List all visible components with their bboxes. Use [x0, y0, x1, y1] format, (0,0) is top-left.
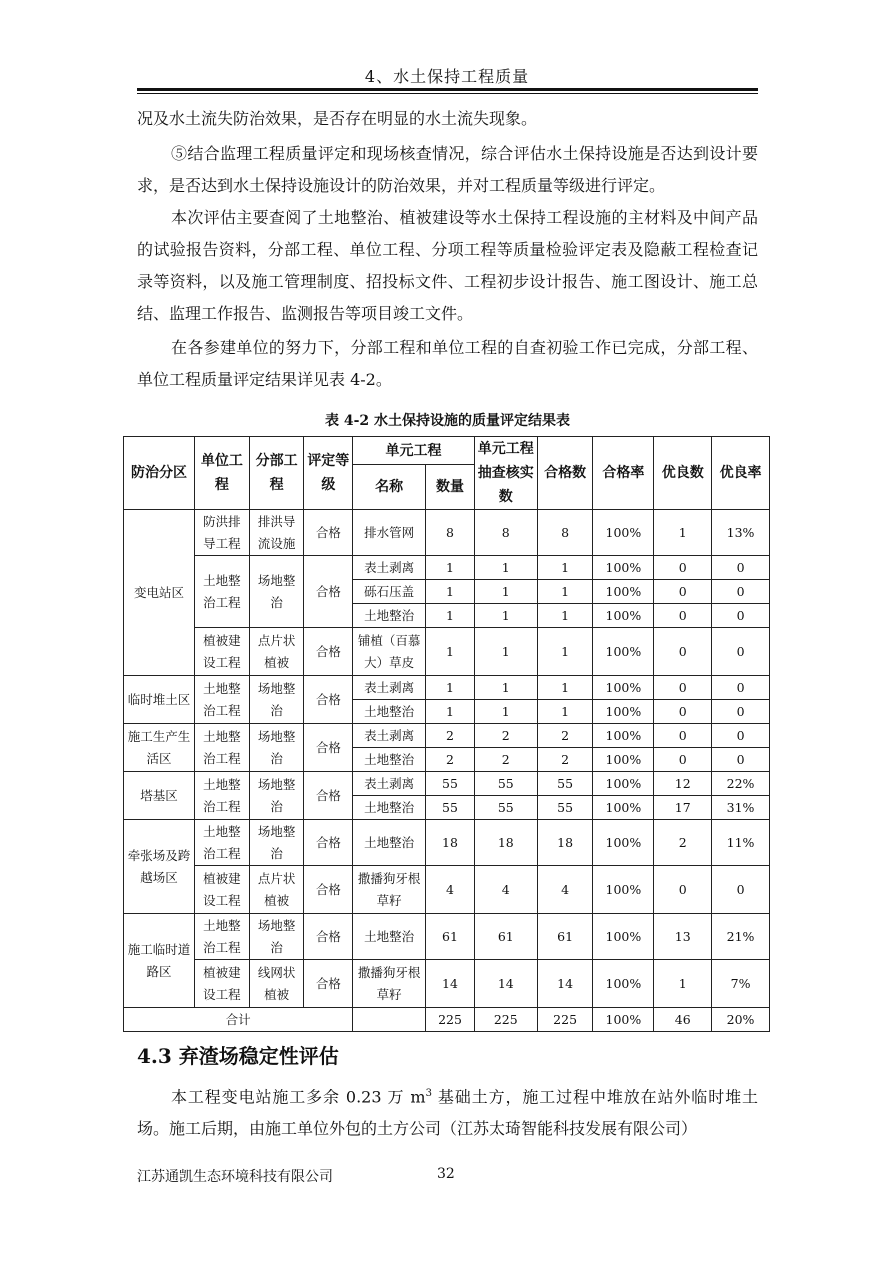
- part-cell: 排洪导流设施: [249, 510, 304, 556]
- total-excellent: 46: [654, 1008, 712, 1032]
- count-cell: 18: [426, 820, 475, 866]
- zone-cell: 施工生产生活区: [124, 724, 195, 772]
- grade-cell: 合格: [304, 960, 353, 1008]
- excellent-cell: 0: [654, 628, 712, 676]
- excellent-rate-cell: 0: [712, 700, 770, 724]
- part-cell: 场地整治: [249, 676, 304, 724]
- excellent-cell: 0: [654, 580, 712, 604]
- unit-cell: 土地整治工程: [194, 724, 249, 772]
- count-cell: 1: [426, 556, 475, 580]
- grade-cell: 合格: [304, 820, 353, 866]
- excellent-rate-cell: 13%: [712, 510, 770, 556]
- rate-cell: 100%: [593, 914, 654, 960]
- zone-cell: 变电站区: [124, 510, 195, 676]
- excellent-cell: 1: [654, 960, 712, 1008]
- excellent-cell: 0: [654, 866, 712, 914]
- paragraph-4: 在各参建单位的努力下，分部工程和单位工程的自查初验工作已完成，分部工程、单位工程质量评定结果详见表 4-2。: [137, 338, 758, 389]
- rate-cell: 100%: [593, 628, 654, 676]
- unit-cell: 土地整治工程: [194, 676, 249, 724]
- pass-cell: 14: [537, 960, 593, 1008]
- name-cell: 土地整治: [353, 604, 426, 628]
- table-row: [124, 724, 770, 748]
- name-cell: 土地整治: [353, 914, 426, 960]
- checked-cell: 1: [474, 676, 537, 700]
- pass-cell: 1: [537, 628, 593, 676]
- count-cell: 2: [426, 748, 475, 772]
- checked-cell: 1: [474, 700, 537, 724]
- section-heading: 4.3 弃渣场稳定性评估: [137, 1044, 339, 1068]
- total-pass: 225: [537, 1008, 593, 1032]
- excellent-cell: 2: [654, 820, 712, 866]
- excellent-cell: 0: [654, 604, 712, 628]
- part-cell: 场地整治: [249, 914, 304, 960]
- table-row: [124, 556, 770, 580]
- excellent-rate-cell: 0: [712, 676, 770, 700]
- part-cell: 场地整治: [249, 556, 304, 628]
- table-row: [124, 772, 770, 796]
- header-name: 名称: [353, 465, 426, 510]
- name-cell: 表土剥离: [353, 556, 426, 580]
- count-cell: 1: [426, 604, 475, 628]
- pass-cell: 1: [537, 604, 593, 628]
- excellent-cell: 1: [654, 510, 712, 556]
- count-cell: 8: [426, 510, 475, 556]
- header-cell-group: 单元工程: [353, 437, 475, 465]
- excellent-rate-cell: 21%: [712, 914, 770, 960]
- excellent-cell: 12: [654, 772, 712, 796]
- unit-cell: 植被建设工程: [194, 960, 249, 1008]
- part-cell: 场地整治: [249, 772, 304, 820]
- zone-cell: 塔基区: [124, 772, 195, 820]
- grade-cell: 合格: [304, 628, 353, 676]
- checked-cell: 61: [474, 914, 537, 960]
- name-cell: 砾石压盖: [353, 580, 426, 604]
- rate-cell: 100%: [593, 796, 654, 820]
- header-rule-thin: [137, 93, 758, 94]
- name-cell: 铺植（百慕大）草皮: [353, 628, 426, 676]
- checked-cell: 4: [474, 866, 537, 914]
- unit-cell: 植被建设工程: [194, 866, 249, 914]
- rate-cell: 100%: [593, 700, 654, 724]
- excellent-rate-cell: 0: [712, 724, 770, 748]
- section-paragraph: [137, 1078, 758, 1145]
- pass-cell: 1: [537, 556, 593, 580]
- excellent-rate-cell: 0: [712, 580, 770, 604]
- page-header: 4、水土保持工程质量: [364, 67, 530, 86]
- pass-cell: 1: [537, 676, 593, 700]
- name-cell: 排水管网: [353, 510, 426, 556]
- header-excellent-rate: 优良率: [712, 437, 770, 510]
- table-row: [124, 820, 770, 866]
- excellent-cell: 0: [654, 700, 712, 724]
- checked-cell: 18: [474, 820, 537, 866]
- paragraph-2: ⑤结合监理工程质量评定和现场核查情况，综合评估水土保持设施是否达到设计要求，是否达到水土保持设施设计的防治效果，并对工程质量等级进行评定。: [137, 144, 758, 195]
- total-rate: 100%: [593, 1008, 654, 1032]
- name-cell: 土地整治: [353, 748, 426, 772]
- rate-cell: 100%: [593, 866, 654, 914]
- checked-cell: 1: [474, 580, 537, 604]
- excellent-rate-cell: 0: [712, 556, 770, 580]
- pass-cell: 1: [537, 700, 593, 724]
- checked-cell: 1: [474, 604, 537, 628]
- total-excellent-rate: 20%: [712, 1008, 770, 1032]
- total-name-cell: [353, 1008, 426, 1032]
- table-row: [124, 676, 770, 700]
- table-row: [124, 628, 770, 676]
- total-label: 合计: [124, 1008, 353, 1032]
- header-part: 分部工程: [249, 437, 304, 510]
- checked-cell: 14: [474, 960, 537, 1008]
- name-cell: 土地整治: [353, 796, 426, 820]
- name-cell: 表土剥离: [353, 724, 426, 748]
- unit-cell: 土地整治工程: [194, 914, 249, 960]
- section-paragraph-before: 本工程变电站施工多余 0.23 万 m: [171, 1087, 426, 1107]
- excellent-rate-cell: 0: [712, 628, 770, 676]
- rate-cell: 100%: [593, 960, 654, 1008]
- unit-cell: 防洪排导工程: [194, 510, 249, 556]
- header-zone: 防治分区: [124, 437, 195, 510]
- unit-cell: 土地整治工程: [194, 820, 249, 866]
- count-cell: 55: [426, 796, 475, 820]
- zone-cell: 临时堆土区: [124, 676, 195, 724]
- paragraph-1: 况及水土流失防治效果，是否存在明显的水土流失现象。: [137, 109, 538, 128]
- part-cell: 场地整治: [249, 820, 304, 866]
- count-cell: 14: [426, 960, 475, 1008]
- count-cell: 2: [426, 724, 475, 748]
- header-unit: 单位工程: [194, 437, 249, 510]
- rate-cell: 100%: [593, 724, 654, 748]
- pass-cell: 4: [537, 866, 593, 914]
- excellent-rate-cell: 22%: [712, 772, 770, 796]
- grade-cell: 合格: [304, 914, 353, 960]
- count-cell: 1: [426, 580, 475, 604]
- header-grade: 评定等级: [304, 437, 353, 510]
- count-cell: 55: [426, 772, 475, 796]
- excellent-rate-cell: 0: [712, 748, 770, 772]
- grade-cell: 合格: [304, 676, 353, 724]
- name-cell: 表土剥离: [353, 772, 426, 796]
- grade-cell: 合格: [304, 866, 353, 914]
- unit-cell: 植被建设工程: [194, 628, 249, 676]
- checked-cell: 55: [474, 796, 537, 820]
- rate-cell: 100%: [593, 556, 654, 580]
- checked-cell: 1: [474, 628, 537, 676]
- pass-cell: 2: [537, 724, 593, 748]
- checked-cell: 2: [474, 748, 537, 772]
- header-rule-thick: [137, 88, 758, 91]
- checked-cell: 2: [474, 724, 537, 748]
- table-row: [124, 914, 770, 960]
- rate-cell: 100%: [593, 820, 654, 866]
- header-pass-rate: 合格率: [593, 437, 654, 510]
- rate-cell: 100%: [593, 676, 654, 700]
- excellent-cell: 0: [654, 676, 712, 700]
- table-caption: 表 4-2 水土保持设施的质量评定结果表: [324, 413, 571, 429]
- excellent-rate-cell: 0: [712, 604, 770, 628]
- zone-cell: 牵张场及跨越场区: [124, 820, 195, 914]
- excellent-cell: 0: [654, 724, 712, 748]
- excellent-rate-cell: 11%: [712, 820, 770, 866]
- rate-cell: 100%: [593, 772, 654, 796]
- checked-cell: 8: [474, 510, 537, 556]
- excellent-cell: 13: [654, 914, 712, 960]
- footer-company: 江苏通凯生态环境科技有限公司: [137, 1169, 333, 1185]
- count-cell: 1: [426, 676, 475, 700]
- count-cell: 61: [426, 914, 475, 960]
- pass-cell: 61: [537, 914, 593, 960]
- header-pass: 合格数: [537, 437, 593, 510]
- table-row: [124, 866, 770, 914]
- unit-cell: 土地整治工程: [194, 772, 249, 820]
- name-cell: 土地整治: [353, 820, 426, 866]
- grade-cell: 合格: [304, 556, 353, 628]
- header-checked: 单元工程抽查核实数: [474, 437, 537, 510]
- name-cell: 撒播狗牙根草籽: [353, 866, 426, 914]
- rate-cell: 100%: [593, 510, 654, 556]
- excellent-cell: 0: [654, 748, 712, 772]
- part-cell: 点片状植被: [249, 628, 304, 676]
- superscript-3: 3: [425, 1088, 432, 1099]
- name-cell: 撒播狗牙根草籽: [353, 960, 426, 1008]
- part-cell: 场地整治: [249, 724, 304, 772]
- zone-cell: 施工临时道路区: [124, 914, 195, 1008]
- excellent-cell: 0: [654, 556, 712, 580]
- pass-cell: 55: [537, 772, 593, 796]
- grade-cell: 合格: [304, 724, 353, 772]
- part-cell: 点片状植被: [249, 866, 304, 914]
- section-paragraph-after: 基础土方，施工过程中堆放在站外临时堆土场。施工后期，由施工单位外包的土方公司（江苏太琦智能科技发展有限公司）: [137, 1087, 758, 1139]
- grade-cell: 合格: [304, 772, 353, 820]
- excellent-rate-cell: 7%: [712, 960, 770, 1008]
- excellent-rate-cell: 31%: [712, 796, 770, 820]
- checked-cell: 55: [474, 772, 537, 796]
- total-checked: 225: [474, 1008, 537, 1032]
- pass-cell: 8: [537, 510, 593, 556]
- paragraph-3: 本次评估主要查阅了土地整治、植被建设等水土保持工程设施的主材料及中间产品的试验报告资料，分部工程、单位工程、分项工程等质量检验评定表及隐蔽工程检查记录等资料，以及施工管理制度、招投标文件、工程初步设计报告、施工图设计、施工总结、监理工作报告、监测报告等项目竣工文件。: [137, 208, 758, 323]
- count-cell: 4: [426, 866, 475, 914]
- table-row: [124, 510, 770, 556]
- excellent-rate-cell: 0: [712, 866, 770, 914]
- pass-cell: 2: [537, 748, 593, 772]
- rate-cell: 100%: [593, 748, 654, 772]
- name-cell: 表土剥离: [353, 676, 426, 700]
- rate-cell: 100%: [593, 604, 654, 628]
- checked-cell: 1: [474, 556, 537, 580]
- header-excellent: 优良数: [654, 437, 712, 510]
- excellent-cell: 17: [654, 796, 712, 820]
- table-row: [124, 960, 770, 1008]
- name-cell: 土地整治: [353, 700, 426, 724]
- count-cell: 1: [426, 628, 475, 676]
- rate-cell: 100%: [593, 580, 654, 604]
- unit-cell: 土地整治工程: [194, 556, 249, 628]
- count-cell: 1: [426, 700, 475, 724]
- part-cell: 线网状植被: [249, 960, 304, 1008]
- grade-cell: 合格: [304, 510, 353, 556]
- pass-cell: 1: [537, 580, 593, 604]
- quality-table: [123, 436, 770, 1032]
- header-count: 数量: [426, 465, 475, 510]
- total-count: 225: [426, 1008, 475, 1032]
- pass-cell: 55: [537, 796, 593, 820]
- page-number: 32: [437, 1166, 455, 1182]
- pass-cell: 18: [537, 820, 593, 866]
